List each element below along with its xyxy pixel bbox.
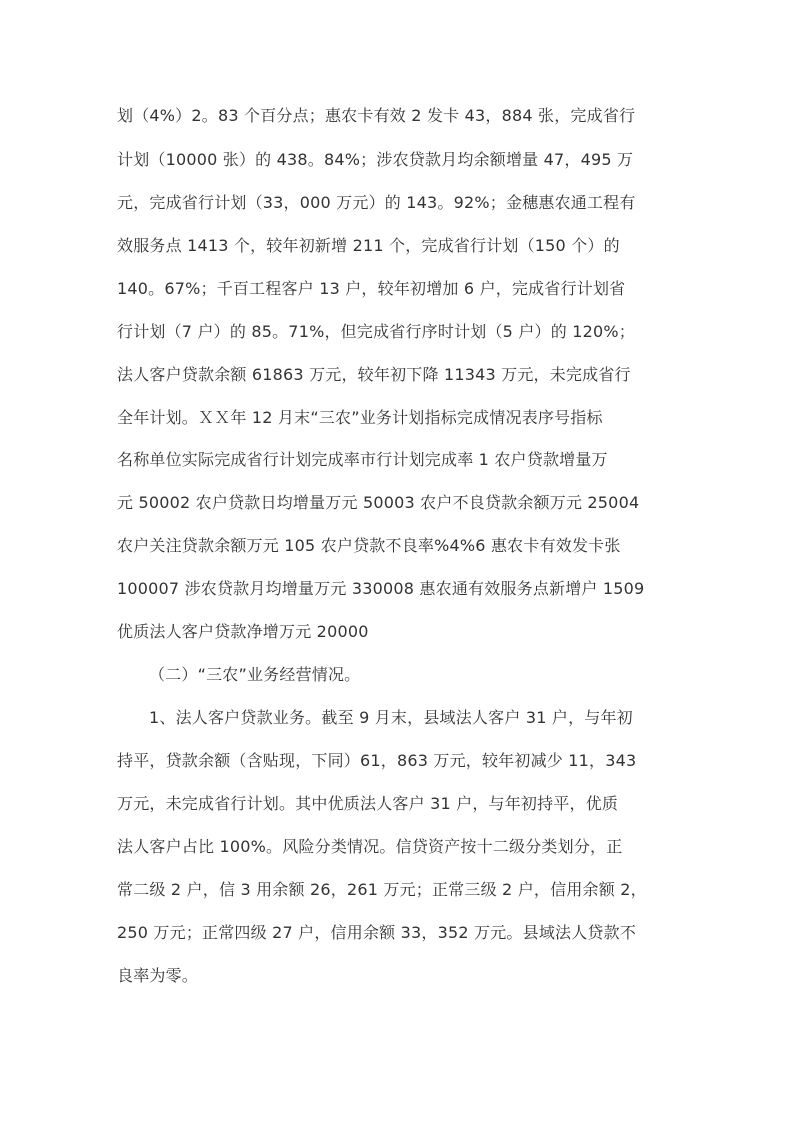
text-line: 良率为零。 — [117, 966, 199, 985]
text-line: 250 万元；正常四级 27 户，信用余额 33，352 万元。县域法人贷款不 — [117, 923, 637, 942]
text-line: 100007 涉农贷款月均增量万元 330008 惠农通有效服务点新增户 1509 — [117, 579, 645, 598]
text-line: 常二级 2 户，信 3 用余额 26，261 万元；正常三级 2 户，信用余额 2， — [117, 880, 647, 899]
text-line: 万元，未完成省行计划。其中优质法人客户 31 户，与年初持平，优质 — [117, 794, 619, 813]
text-line: 元，完成省行计划（33，000 万元）的 143。92%；金穗惠农通工程有 — [117, 193, 636, 212]
text-line: 持平，贷款余额（含贴现，下同）61，863 万元，较年初减少 11，343 — [117, 751, 637, 770]
text-line: 计划（10000 张）的 438。84%；涉农贷款月均余额增量 47，495 万 — [117, 150, 634, 169]
section-heading: （二）“三农”业务经营情况。 — [149, 665, 361, 684]
text-line: 效服务点 1413 个，较年初新增 211 个，完成省行计划（150 个）的 — [117, 236, 620, 255]
text-line: 元 50002 农户贷款日均增量万元 50003 农户不良贷款余额万元 25004 — [117, 493, 640, 512]
text-line: 1、法人客户贷款业务。截至 9 月末，县域法人客户 31 户，与年初 — [149, 708, 633, 727]
text-line: 行计划（7 户）的 85。71%，但完成省行序时计划（5 户）的 120%； — [117, 322, 635, 341]
text-line: 划（4%）2。83 个百分点；惠农卡有效 2 发卡 43，884 张，完成省行 — [117, 106, 636, 125]
text-line: 农户关注贷款余额万元 105 农户贷款不良率%4%6 惠农卡有效发卡张 — [117, 536, 621, 555]
text-line: 优质法人客户贷款净增万元 20000 — [117, 622, 369, 641]
text-line: 名称单位实际完成省行计划完成率市行计划完成率 1 农户贷款增量万 — [117, 450, 608, 469]
text-line: 法人客户占比 100%。风险分类情况。信贷资产按十二级分类划分，正 — [117, 837, 623, 856]
text-line: 全年计划。ＸＸ年 12 月末“三农”业务计划指标完成情况表序号指标 — [117, 408, 603, 427]
text-line: 140。67%；千百工程客户 13 户，较年初增加 6 户，完成省行计划省 — [117, 279, 626, 298]
text-line: 法人客户贷款余额 61863 万元，较年初下降 11343 万元，未完成省行 — [117, 365, 631, 384]
